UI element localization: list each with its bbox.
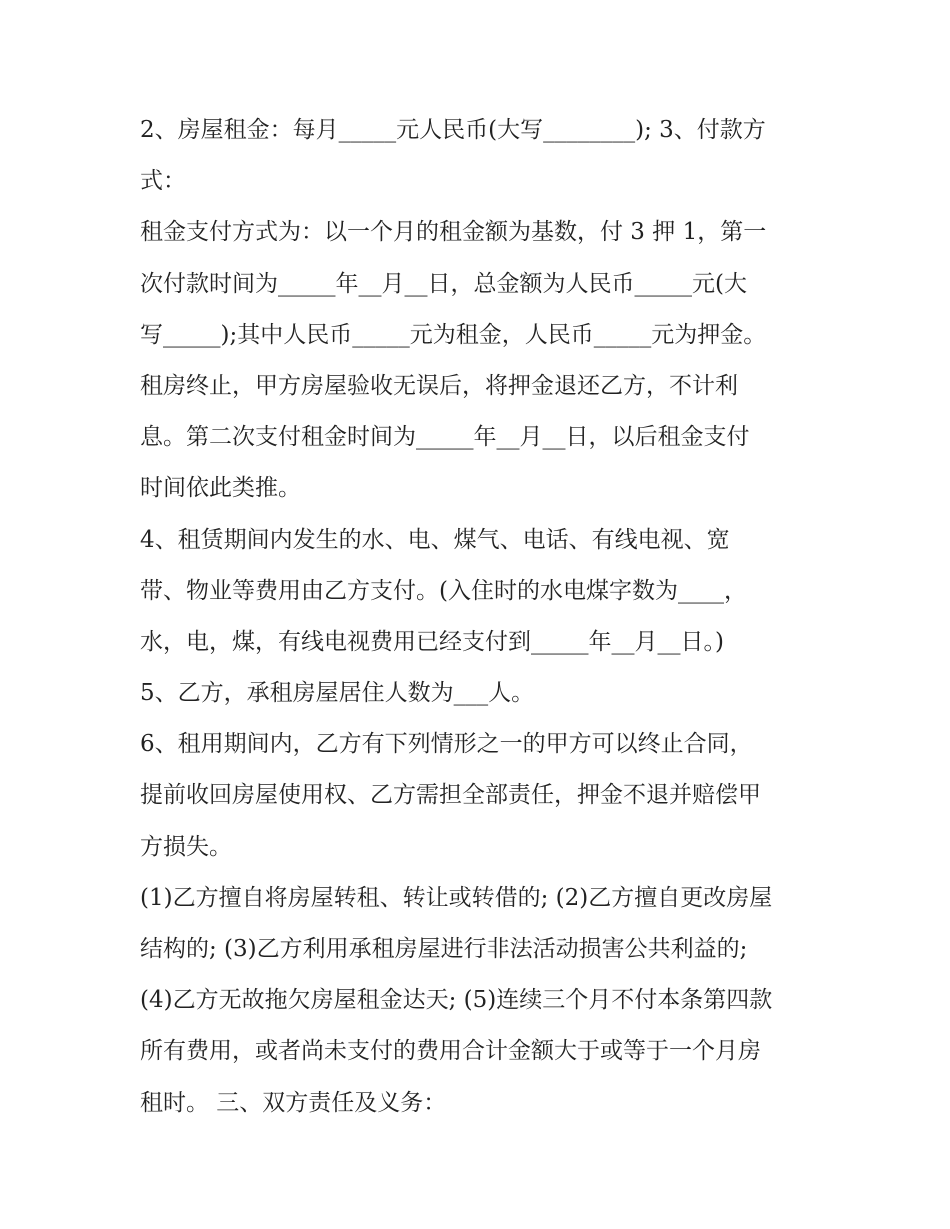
- text-line: 水，电，煤，有线电视费用已经支付到_____年__月__日。): [140, 628, 724, 655]
- text-line: (1)乙方擅自将房屋转租、转让或转借的; (2)乙方擅自更改房屋: [140, 884, 773, 911]
- document-body: [140, 105, 820, 1129]
- text-line: (4)乙方无故拖欠房屋租金达天; (5)连续三个月不付本条第四款: [140, 987, 773, 1014]
- text-line: 租房终止，甲方房屋验收无误后，将押金退还乙方，不计利: [140, 372, 738, 399]
- text-line: 租金支付方式为：以一个月的租金额为基数，付 3 押 1，第一: [140, 219, 767, 246]
- text-line: 结构的; (3)乙方利用承租房屋进行非法活动损害公共利益的;: [140, 936, 748, 962]
- text-line: 写_____);其中人民币_____元为租金，人民币_____元为押金。: [140, 321, 767, 348]
- text-line: 6、租用期间内，乙方有下列情形之一的甲方可以终止合同，: [140, 731, 753, 758]
- text-line: 方损失。: [140, 833, 232, 860]
- text-line: 2、房屋租金：每月_____元人民币(大写________); 3、付款方: [140, 117, 766, 143]
- text-line: 4、租赁期间内发生的水、电、煤气、电话、有线电视、宽: [140, 526, 730, 553]
- text-line: 时间依此类推。: [140, 475, 301, 502]
- text-line: 次付款时间为_____年__月__日，总金额为人民币_____元(大: [140, 270, 747, 297]
- text-line: 所有费用，或者尚未支付的费用合计金额大于或等于一个月房: [140, 1038, 761, 1065]
- text-line: 租时。 三、双方责任及义务：: [140, 1089, 447, 1116]
- text-line: 息。第二次支付租金时间为_____年__月__日，以后租金支付: [140, 424, 750, 451]
- text-line: 5、乙方，承租房屋居住人数为___人。: [140, 680, 535, 707]
- text-line: 式：: [140, 168, 186, 195]
- text-line: 带、物业等费用由乙方支付。(入住时的水电煤字数为____，: [140, 577, 747, 604]
- text-line: 提前收回房屋使用权、乙方需担全部责任，押金不退并赔偿甲: [140, 782, 761, 809]
